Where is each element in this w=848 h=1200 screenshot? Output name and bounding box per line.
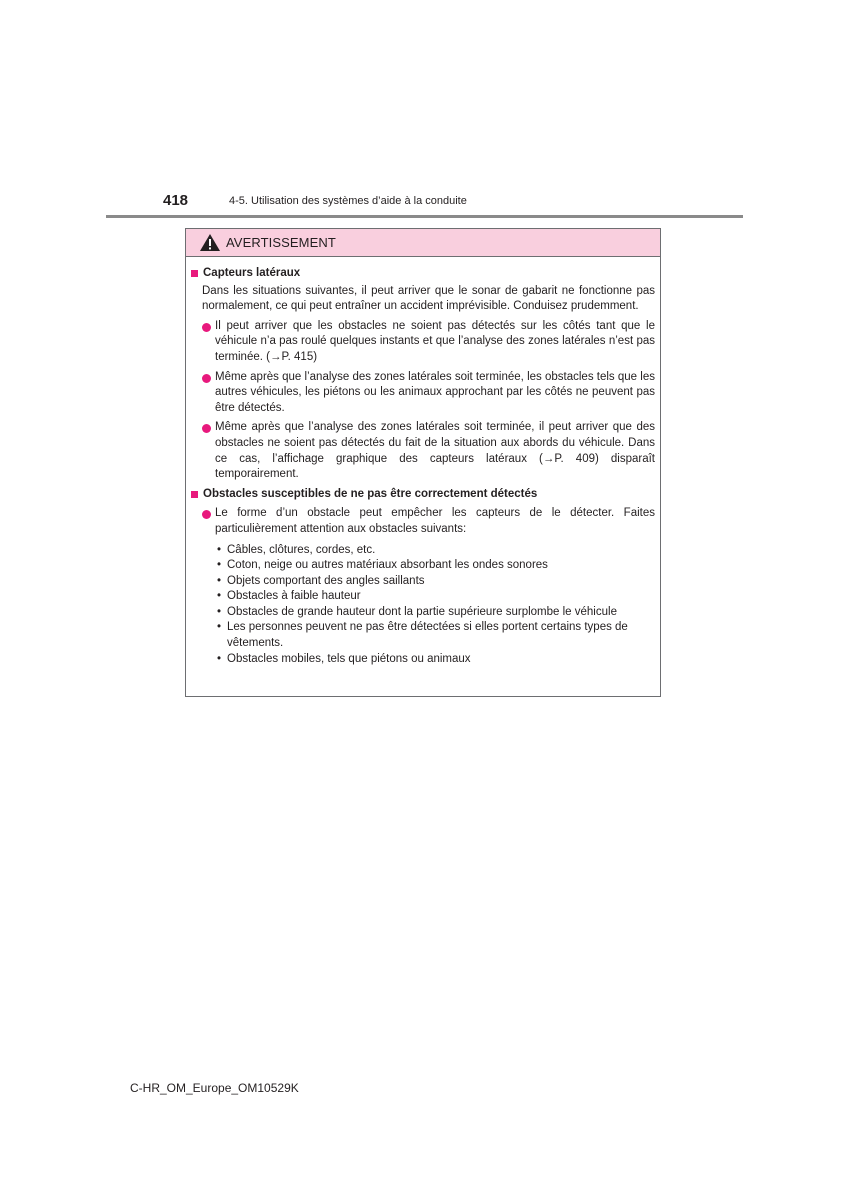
sub-bullet-icon: •	[217, 652, 222, 665]
sub-bullet-icon: •	[217, 621, 222, 634]
list-item-text: Même après que l’analyse des zones latérales soit terminée, les obstacles tels que les autres véhicules, les piétons ou les animaux approchant par les côtés ne peuvent pas être détectés.	[215, 370, 655, 414]
square-bullet-icon	[191, 491, 198, 498]
warning-triangle-icon	[199, 233, 221, 252]
dot-bullet-icon	[202, 510, 211, 519]
sub-list	[191, 543, 655, 668]
sub-list-item	[215, 543, 655, 559]
sub-bullet-icon: •	[217, 559, 222, 572]
section-undetected-obstacles	[191, 487, 655, 668]
warning-box	[185, 228, 661, 697]
sub-list-item-text: Obstacles à faible hauteur	[227, 590, 361, 603]
sub-bullet-icon: •	[217, 574, 222, 587]
warning-header	[186, 229, 660, 257]
section-heading-text: Capteurs latéraux	[203, 267, 301, 279]
list-item	[191, 370, 655, 417]
sub-list-item-text: Objets comportant des angles saillants	[227, 574, 425, 587]
list-item-text: Il peut arriver que les obstacles ne soient pas détectés sur les côtés tant que le véhicule n’a pas roulé quelques instants et que l’analyse des zones latérales n’est pas terminée. (→P. 415)	[215, 319, 655, 363]
page-number: 418	[163, 192, 189, 209]
sub-list-item-text: Coton, neige ou autres matériaux absorbant les ondes sonores	[227, 559, 548, 572]
sub-list-item-text: Les personnes peuvent ne pas être détectées si elles portent certains types de vêtements.	[227, 621, 628, 650]
section-heading	[191, 266, 655, 282]
header-rule	[106, 215, 743, 218]
warning-body	[186, 257, 660, 667]
warning-title: AVERTISSEMENT	[226, 235, 336, 250]
list-item	[191, 420, 655, 482]
dot-bullet-icon	[202, 323, 211, 332]
list-item	[191, 319, 655, 366]
section-title: 4-5. Utilisation des systèmes d’aide à la conduite	[229, 195, 467, 207]
sub-list-item-text: Câbles, clôtures, cordes, etc.	[227, 543, 376, 556]
sub-bullet-icon: •	[217, 543, 222, 556]
section-side-sensors	[191, 266, 655, 483]
section-heading	[191, 487, 655, 503]
list-item-text: Même après que l’analyse des zones latérales soit terminée, il peut arriver que des obstacles ne soient pas détectés du fait de la situation aux abords du véhicule. Dans ce cas, l’affichage graphique des capteurs latéraux (→P. 409) disparaît temporairement.	[215, 421, 655, 481]
sub-list-item	[215, 558, 655, 574]
section-heading-text: Obstacles susceptibles de ne pas être correctement détectés	[203, 487, 538, 500]
footer-code: C-HR_OM_Europe_OM10529K	[130, 1081, 299, 1095]
sub-bullet-icon: •	[217, 590, 222, 603]
sub-list-item-text: Obstacles mobiles, tels que piétons ou animaux	[227, 652, 471, 665]
square-bullet-icon	[191, 270, 198, 277]
list-item-text: Le forme d’un obstacle peut empêcher les capteurs de le détecter. Faites particulièrement attention aux obstacles suivants:	[215, 507, 655, 535]
sub-bullet-icon: •	[217, 605, 222, 618]
sub-list-item	[215, 605, 655, 621]
sub-list-item-text: Obstacles de grande hauteur dont la partie supérieure surplombe le véhicule	[227, 605, 617, 618]
sub-list-item	[215, 652, 655, 668]
sub-list-item	[215, 574, 655, 590]
section-intro: Dans les situations suivantes, il peut arriver que le sonar de gabarit ne fonctionne pas normalement, ce qui peut entraîner un accident imprévisible. Conduisez prudemment.	[202, 284, 655, 313]
sub-list-item	[215, 589, 655, 605]
sub-list-item	[215, 620, 655, 651]
dot-bullet-icon	[202, 424, 211, 433]
dot-bullet-icon	[202, 374, 211, 383]
list-item	[191, 506, 655, 537]
